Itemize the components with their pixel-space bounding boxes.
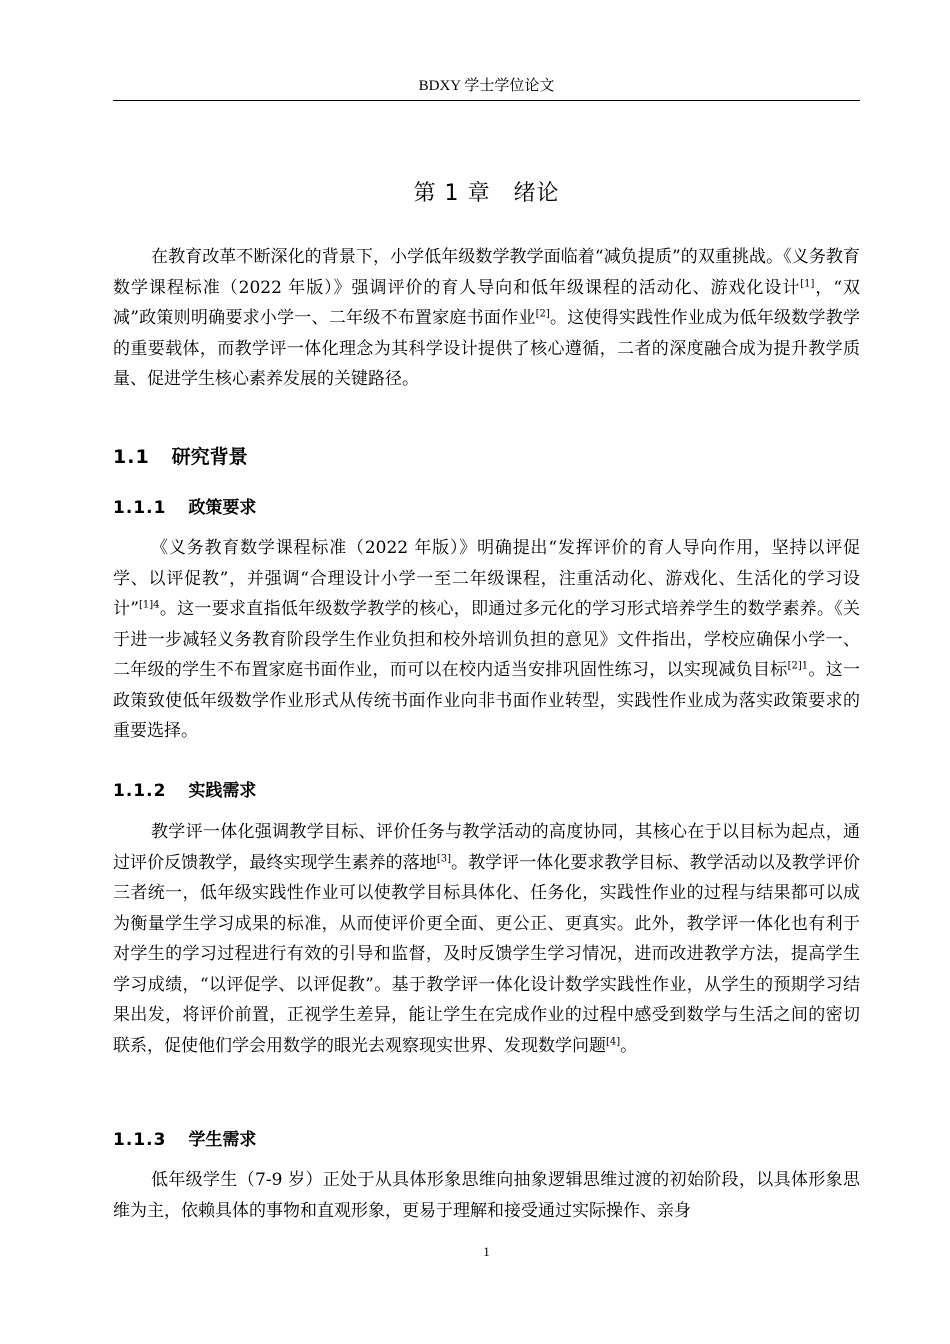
citation: [1] bbox=[800, 277, 815, 289]
running-header: BDXY 学士学位论文 bbox=[418, 78, 555, 94]
practice-text-2: 。教学评一体化要求教学目标、教学活动以及教学评价三者统一，低年级实践性作业可以使教学目标具体化、任务化，实践性作业的过程与结果都可以成为衡量学生学习成果的标准，从而使评价更全面、更公正、更真实。此外，教学评一体化也有利于对学生的学习过程进行有效的引导和监督，及时反馈学生学习情况，进而改进教学方法，提高学生学习成绩，“以评促学、以评促教”。基于教学评一体化设计数学实践性作业，从学生的预期学习结果出发，将评价前置，正视学生差异，能让学生在完成作业的过程中感受到数学与生活之间的密切联系，促使他们学会用数学的眼光去观察现实世界、发现数学问题 bbox=[113, 852, 861, 1056]
citation: [1] bbox=[138, 599, 154, 611]
page-number: 1 bbox=[483, 1244, 490, 1259]
section-title: 研究背景 bbox=[171, 446, 248, 468]
section-number: 1.1.1 bbox=[113, 498, 167, 518]
section-heading-1-1-1 bbox=[113, 495, 256, 521]
practice-text-1: 教学评一体化强调教学目标、评价任务与教学活动的高度协同，其核心在于以目标为起点，通过评价反馈教学，最终实现学生素养的落地 bbox=[113, 822, 860, 873]
section-number: 1.1.3 bbox=[113, 1130, 167, 1150]
policy-paragraph bbox=[113, 533, 860, 747]
intro-paragraph bbox=[113, 242, 860, 395]
section-heading-1-1 bbox=[113, 443, 248, 471]
policy-text-2: 。这一要求直指低年级数学教学的核心，即通过多元化的学习形式培养学生的数学素养。《关于进一步减轻义务教育阶段学生作业负担和校外培训负担的意见》文件指出，学校应确保小学一、二年级的学生不布置家庭书面作业，而可以在校内适当安排巩固性练习，以实现减负目标 bbox=[113, 599, 860, 680]
practice-paragraph bbox=[113, 817, 860, 1061]
section-number: 1.1 bbox=[113, 446, 150, 468]
header-rule bbox=[113, 100, 860, 101]
section-heading-1-1-2 bbox=[113, 778, 256, 804]
section-heading-1-1-3 bbox=[113, 1127, 256, 1153]
citation: [2] bbox=[535, 308, 550, 320]
policy-text-3: 。这一政策致使低年级数学作业形式从传统书面作业向非书面作业转型，实践性作业成为落实政策要求的重要选择。 bbox=[113, 660, 860, 741]
section-number: 1.1.2 bbox=[113, 781, 167, 801]
practice-text-3: 。 bbox=[620, 1035, 638, 1056]
citation: [3] bbox=[436, 852, 451, 864]
section-title: 政策要求 bbox=[188, 498, 257, 518]
citation-suffix: 4 bbox=[153, 599, 160, 611]
intro-text-3: 。这使得实践性作业成为低年级数学教学的重要载体，而教学评一体化理念为其科学设计提供了核心遵循，二者的深度融合成为提升教学质量、促进学生核心素养发展的关键路径。 bbox=[113, 308, 860, 389]
chapter-title: 第 1 章 绪论 bbox=[413, 181, 560, 206]
citation-suffix: 1 bbox=[801, 660, 809, 672]
intro-text-1: 在教育改革不断深化的背景下，小学低年级数学教学面临着“减负提质”的双重挑战。《义务教育数学课程标准（2022 年版）》强调评价的育人导向和低年级课程的活动化、游戏化设计 bbox=[113, 247, 860, 298]
policy-text-1: 《义务教育数学课程标准（2022 年版）》明确提出“发挥评价的育人导向作用，坚持以评促学、以评促教”，并强调“合理设计小学一至二年级课程，注重活动化、游戏化、生活化的学习设计” bbox=[113, 538, 860, 619]
student-text-1: 低年级学生（7-9 岁）正处于从具体形象思维向抽象逻辑思维过渡的初始阶段，以具体形象思维为主，依赖具体的事物和直观形象，更易于理解和接受通过实际操作、亲身 bbox=[113, 1170, 860, 1221]
section-title: 学生需求 bbox=[188, 1130, 257, 1150]
citation: [4] bbox=[606, 1035, 621, 1047]
section-title: 实践需求 bbox=[188, 781, 257, 801]
citation: [2] bbox=[787, 660, 802, 672]
student-paragraph bbox=[113, 1165, 860, 1226]
intro-text-2: ，“双减”政策则明确要求小学一、二年级不布置家庭书面作业 bbox=[113, 277, 860, 328]
